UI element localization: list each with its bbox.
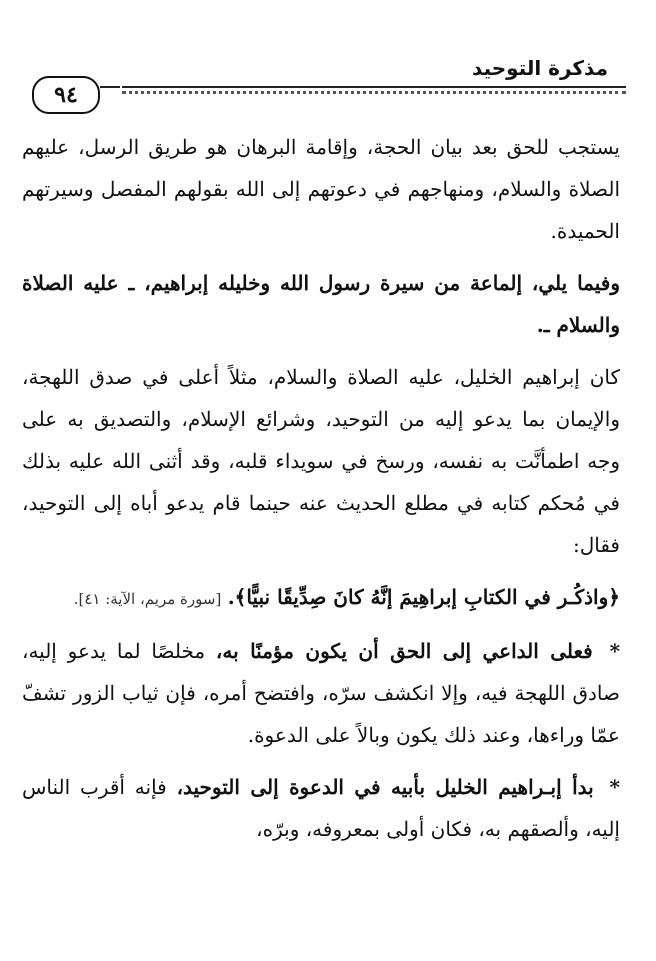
point-text-2: فإنه أقرب الناس إليه، وألصقهم به، فكان أولى بمعروفه، وبرّه، xyxy=(22,775,620,841)
section-heading: وفيما يلي، إلماعة من سيرة رسول الله وخليله إبراهيم، ـ عليه الصلاة والسلام ـ. xyxy=(22,271,620,337)
header-rule-left xyxy=(100,86,120,88)
page-body xyxy=(22,126,620,860)
star-bullet-icon: * xyxy=(609,639,621,663)
quran-verse: ﴿واذكُـر في الكتابِ إبراهِيمَ إنَّهُ كانَ صِدِّيقًا نبيًّا﴾. xyxy=(227,585,620,609)
point-paragraph-1 xyxy=(22,630,620,756)
point-paragraph-2 xyxy=(22,766,620,850)
header-rule xyxy=(122,86,626,88)
quran-verse-paragraph xyxy=(22,576,620,620)
verse-reference: [سورة مريم، الآية: ٤١]. xyxy=(73,590,222,608)
page-number: ٩٤ xyxy=(32,76,100,114)
point-lead-2: بدأ إبـراهيم الخليل بأبيه في الدعوة إلى التوحيد، xyxy=(176,775,594,799)
page-header xyxy=(30,54,626,108)
point-lead-1: فعلى الداعي إلى الحق أن يكون مؤمنًا به، xyxy=(215,639,593,663)
paragraph-ibrahim: كان إبراهيم الخليل، عليه الصلاة والسلام، مثلاً أعلى في صدق اللهجة، والإيمان بما يدعو إليه من التوحيد، وشرائع الإسلام، والتصديق به على وجه اطمأنَّت به نفسه، ورسخ في سويداء قلبه، وقد أثنى الله عليه بذلك في مُحكم كتابه في مطلع الحديث عنه حينما قام يدعو أباه إلى التوحيد، فقال: xyxy=(22,365,620,557)
point-text-1: مخلصًا لما يدعو إليه، صادق اللهجة فيه، وإلا انكشف سرّه، وافتضح أمره، فإن ثياب الزور تشفّ عمّا وراءها، وعند ذلك يكون وبالاً على الدعوة. xyxy=(22,639,620,747)
book-title: مذكرة التوحيد xyxy=(472,56,608,80)
star-bullet-icon: * xyxy=(609,775,620,799)
header-dotted-rule xyxy=(122,91,626,94)
paragraph-intro: يستجب للحق بعد بيان الحجة، وإقامة البرهان هو طريق الرسل، عليهم الصلاة والسلام، ومنهاجهم في دعوتهم إلى الله بقولهم المفصل وسيرتهم الحميدة. xyxy=(22,135,620,243)
